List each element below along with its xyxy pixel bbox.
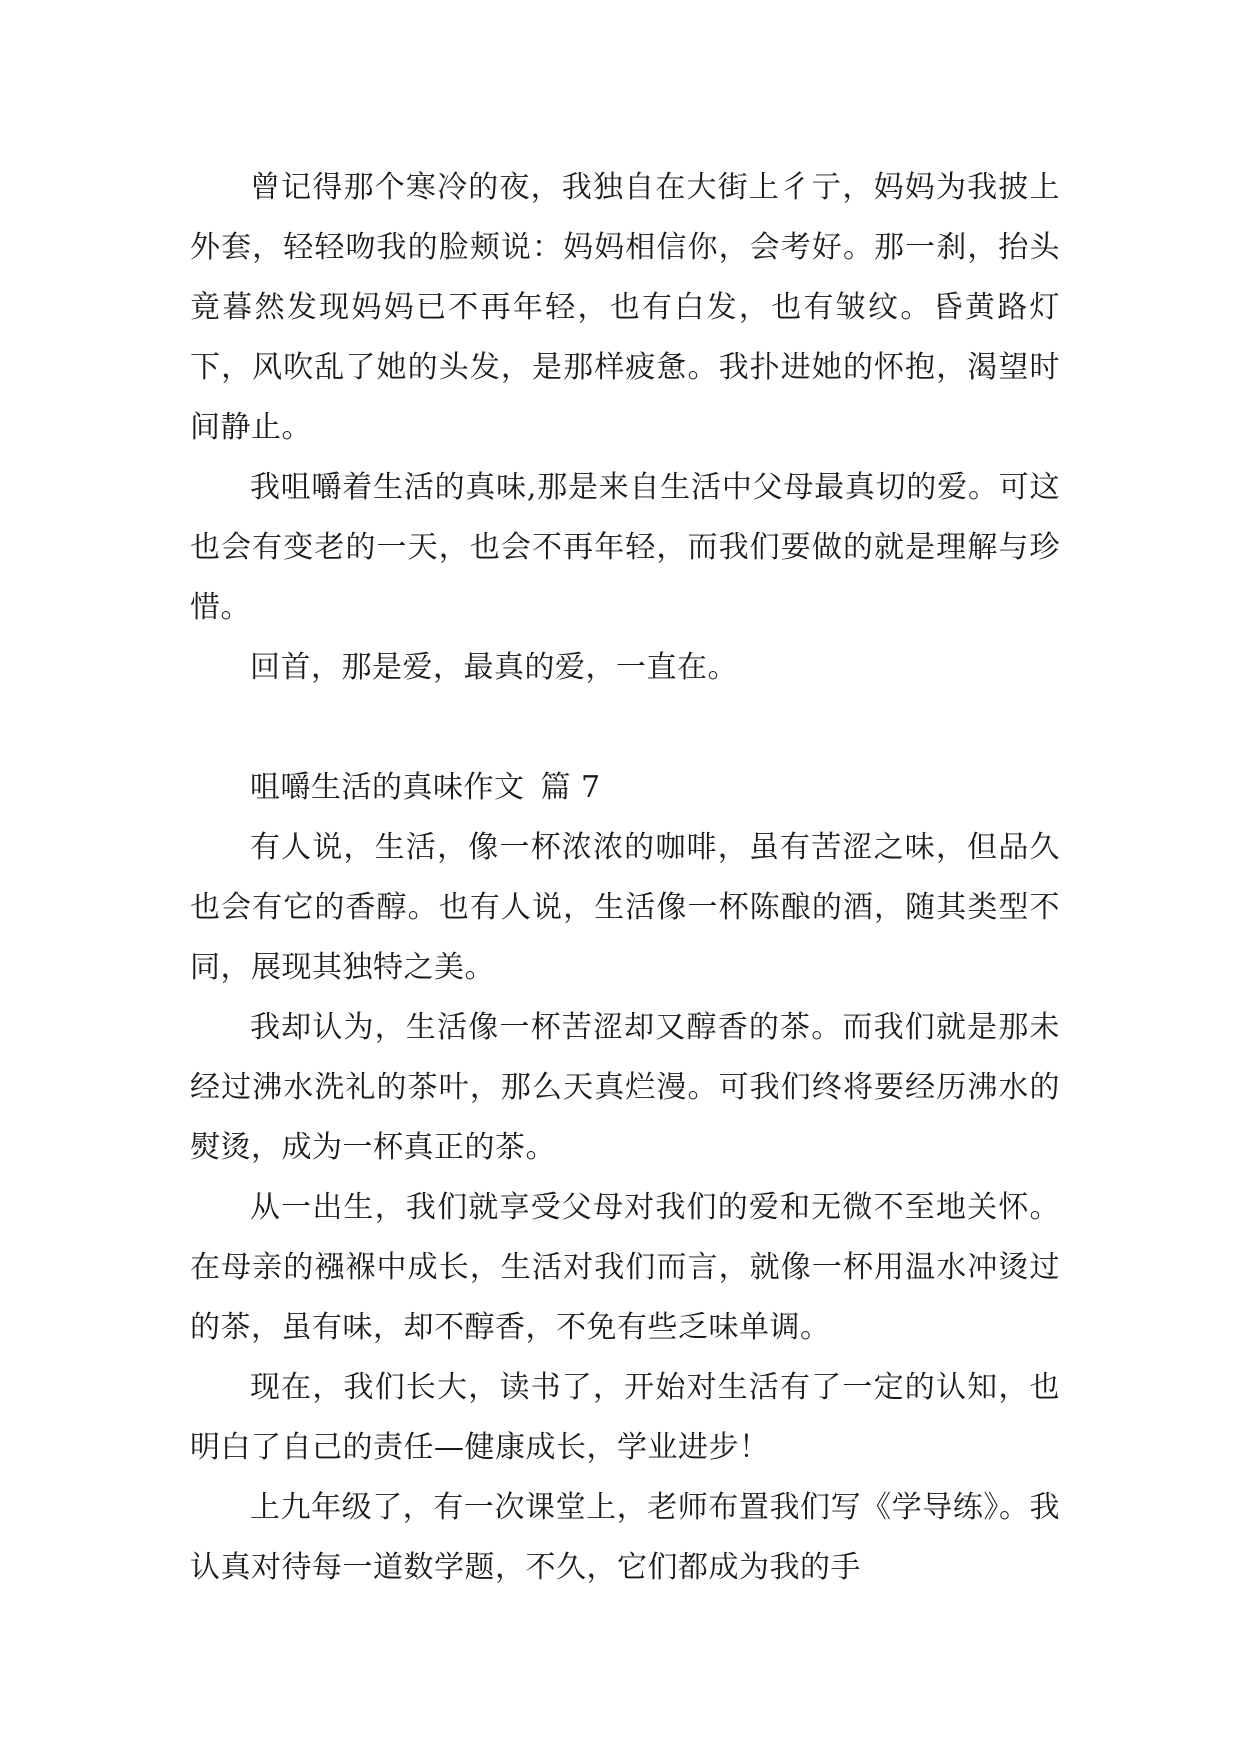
paragraph-growing-up: 现在，我们长大，读书了，开始对生活有了一定的认知，也明白了自己的责任—健康成长，学业进步！ (190, 1370, 1060, 1465)
paragraph-tea-metaphor: 我却认为，生活像一杯苦涩却又醇香的茶。而我们就是那未经过沸水洗礼的茶叶，那么天真烂漫。可我们终将要经历沸水的熨烫，成为一杯真正的茶。 (190, 1010, 1060, 1165)
section-title (190, 758, 1060, 818)
paragraph-looking-back: 回首，那是爱，最真的爱，一直在。 (250, 650, 738, 685)
paragraph-mother-night: 曾记得那个寒冷的夜，我独自在大街上彳亍，妈妈为我披上外套，轻轻吻我的脸颊说：妈妈相信你，会考好。那一刹，抬头竟暮然发现妈妈已不再年轻，也有白发，也有皱纹。昏黄路灯下，风吹乱了她的头发，是那样疲惫。我扑进她的怀抱，渴望时间静止。 (190, 170, 1060, 445)
paragraph-coffee-wine: 有人说，生活，像一杯浓浓的咖啡，虽有苦涩之味，但品久也会有它的香醇。也有人说，生活像一杯陈酿的酒，随其类型不同，展现其独特之美。 (190, 830, 1060, 985)
section-title-text: 咀嚼生活的真味作文 (250, 770, 525, 805)
paragraph-childhood: 从一出生，我们就享受父母对我们的爱和无微不至地关怀。在母亲的襁褓中成长，生活对我们而言，就像一杯用温水冲烫过的茶，虽有味，却不醇香，不免有些乏味单调。 (190, 1190, 1060, 1345)
document-body (190, 158, 1060, 1598)
section-part-number: 篇 7 (540, 770, 601, 805)
paragraph-ninth-grade: 上九年级了，有一次课堂上，老师布置我们写《学导练》。我认真对待每一道数学题，不久，它们都成为我的手 (190, 1490, 1060, 1585)
paragraph-parents-love: 我咀嚼着生活的真味,那是来自生活中父母最真切的爱。可这也会有变老的一天，也会不再年轻，而我们要做的就是理解与珍惜。 (190, 470, 1060, 625)
